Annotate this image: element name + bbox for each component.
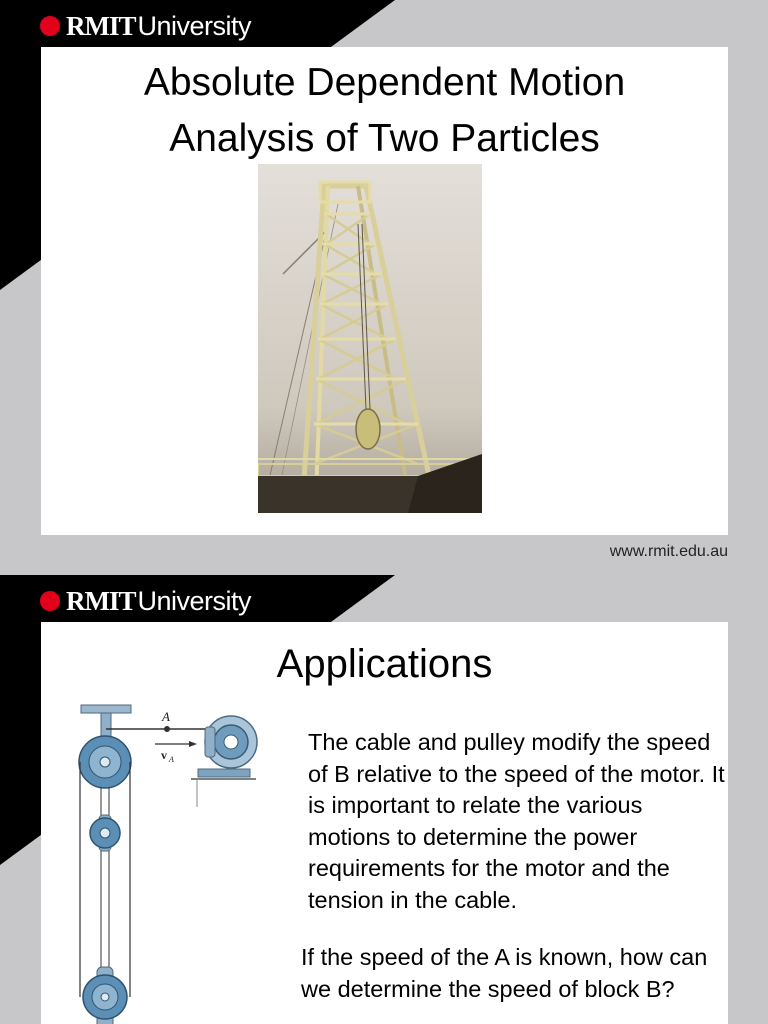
drilling-rig-photo — [258, 164, 482, 513]
label-point-a: A — [162, 709, 170, 724]
brand-mark: RMIT — [66, 10, 136, 41]
paragraph-cable-pulley: The cable and pulley modify the speed of B relative to the speed of the motor. It is important to relate the various motions to determine the power requirements for the motor and the tension in the cable. — [308, 729, 725, 913]
brand-mark: RMIT — [66, 585, 136, 616]
slide-title: Applications — [276, 642, 493, 686]
label-velocity: v — [161, 748, 167, 762]
brand-header — [40, 8, 251, 44]
brand-header — [40, 583, 251, 619]
brand-dot-icon — [40, 16, 60, 36]
slide-2 — [0, 575, 768, 1024]
brand-name: University — [137, 10, 252, 41]
slide-title — [41, 55, 728, 167]
slide-content — [41, 47, 728, 535]
paragraph-question: If the speed of the A is known, how can we determine the speed of block B? — [301, 944, 708, 1002]
brand-dot-icon — [40, 591, 60, 611]
slide-content — [41, 622, 728, 1024]
pulley-diagram — [71, 697, 271, 1024]
title-line-1: Absolute Dependent Motion — [143, 61, 626, 104]
label-velocity-sub: A — [169, 755, 174, 764]
title-line-2: Analysis of Two Particles — [169, 117, 600, 160]
brand-name: University — [137, 585, 252, 616]
footer-url[interactable]: www.rmit.edu.au — [609, 543, 728, 560]
